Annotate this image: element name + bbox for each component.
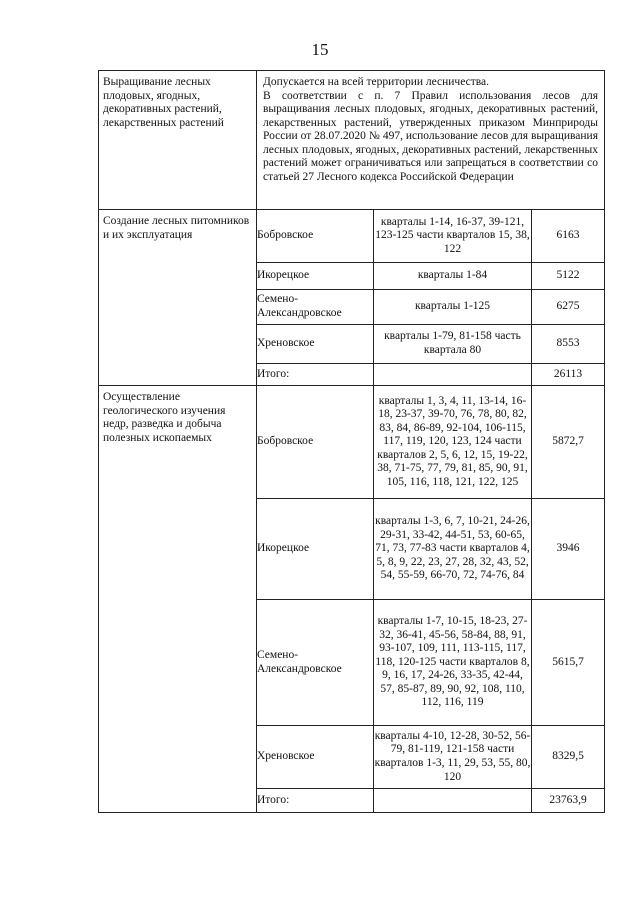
area-value: 8553 — [532, 325, 605, 364]
quarters-text: кварталы 1-79, 81-158 часть квартала 80 — [374, 325, 532, 364]
quarters-text: кварталы 1-84 — [374, 263, 532, 290]
forestry-name: Семено-Александровское — [257, 600, 374, 726]
activity-cell: Выращивание лесных плодовых, ягодных, декоративных растений, лекарственных растений — [99, 71, 257, 210]
quarters-text: кварталы 1-125 — [374, 290, 532, 325]
description-line-2: В соответствии с п. 7 Правил использования лесов для выращивания лесных плодовых, ягодных, декоративных растений, лекарственных растений, утвержденных приказом Минприроды России от 28.07.2020 № 497, использование лесов для выращивания лесных плодовых, ягодных, декоративных растений, лекарственных растений может ограничиваться или запрещаться в соответствии со статьей 27 Лесного кодекса Российской Федерации — [263, 89, 599, 183]
empty-cell — [374, 364, 532, 386]
total-label: Итого: — [257, 364, 374, 386]
forest-use-table — [98, 70, 605, 813]
forestry-name: Хреновское — [257, 325, 374, 364]
empty-cell — [374, 789, 532, 813]
quarters-text: кварталы 1, 3, 4, 11, 13-14, 16-18, 23-37, 39-70, 76, 78, 80, 82, 83, 84, 86-89, 92-104, 106-115, 117, 119, 120, 123, 124 части кварталов 2, 5, 6, 12, 15, 19-22, 38, 71-75, 77, 79, 81, 85, 90, 91, 105, 116, 118, 121, 122, 125 — [374, 386, 532, 499]
section-growing-plants-row — [99, 71, 605, 210]
description-line-1: Допускается на всей территории лесничества. — [263, 76, 489, 88]
area-value: 8329,5 — [532, 726, 605, 789]
table-row — [99, 210, 605, 263]
forestry-name: Икорецкое — [257, 263, 374, 290]
area-value: 6163 — [532, 210, 605, 263]
quarters-text: кварталы 1-3, 6, 7, 10-21, 24-26, 29-31, 33-42, 44-51, 53, 60-65, 71, 73, 77-83 части кварталов 4, 5, 8, 9, 22, 23, 27, 28, 32, 43, 52, 54, 55-59, 66-70, 72, 74-76, 84 — [374, 499, 532, 600]
area-value: 5615,7 — [532, 600, 605, 726]
forestry-name: Хреновское — [257, 726, 374, 789]
description-cell — [257, 71, 605, 210]
quarters-text: кварталы 1-14, 16-37, 39-121, 123-125 части кварталов 15, 38, 122 — [374, 210, 532, 263]
forestry-name: Семено-Александровское — [257, 290, 374, 325]
forestry-name: Бобровское — [257, 386, 374, 499]
activity-cell: Создание лесных питомников и их эксплуатация — [99, 210, 257, 386]
quarters-text: кварталы 1-7, 10-15, 18-23, 27-32, 36-41, 45-56, 58-84, 88, 91, 93-107, 109, 111, 113-115, 117, 118, 120-125 части кварталов 8, 9, 16, 17, 24-26, 33-35, 42-44, 57, 85-87, 89, 90, 92, 108, 110, 112, 116, 119 — [374, 600, 532, 726]
forestry-name: Бобровское — [257, 210, 374, 263]
quarters-text: кварталы 4-10, 12-28, 30-52, 56-79, 81-119, 121-158 части кварталов 1-3, 11, 29, 53, 55, 80, 120 — [374, 726, 532, 789]
total-label: Итого: — [257, 789, 374, 813]
forestry-name: Икорецкое — [257, 499, 374, 600]
total-area: 26113 — [532, 364, 605, 386]
table-row — [99, 386, 605, 499]
area-value: 6275 — [532, 290, 605, 325]
area-value: 3946 — [532, 499, 605, 600]
activity-cell: Осуществление геологического изучения недр, разведка и добыча полезных ископаемых — [99, 386, 257, 813]
page-number: 15 — [311, 40, 329, 59]
area-value: 5872,7 — [532, 386, 605, 499]
total-area: 23763,9 — [532, 789, 605, 813]
area-value: 5122 — [532, 263, 605, 290]
